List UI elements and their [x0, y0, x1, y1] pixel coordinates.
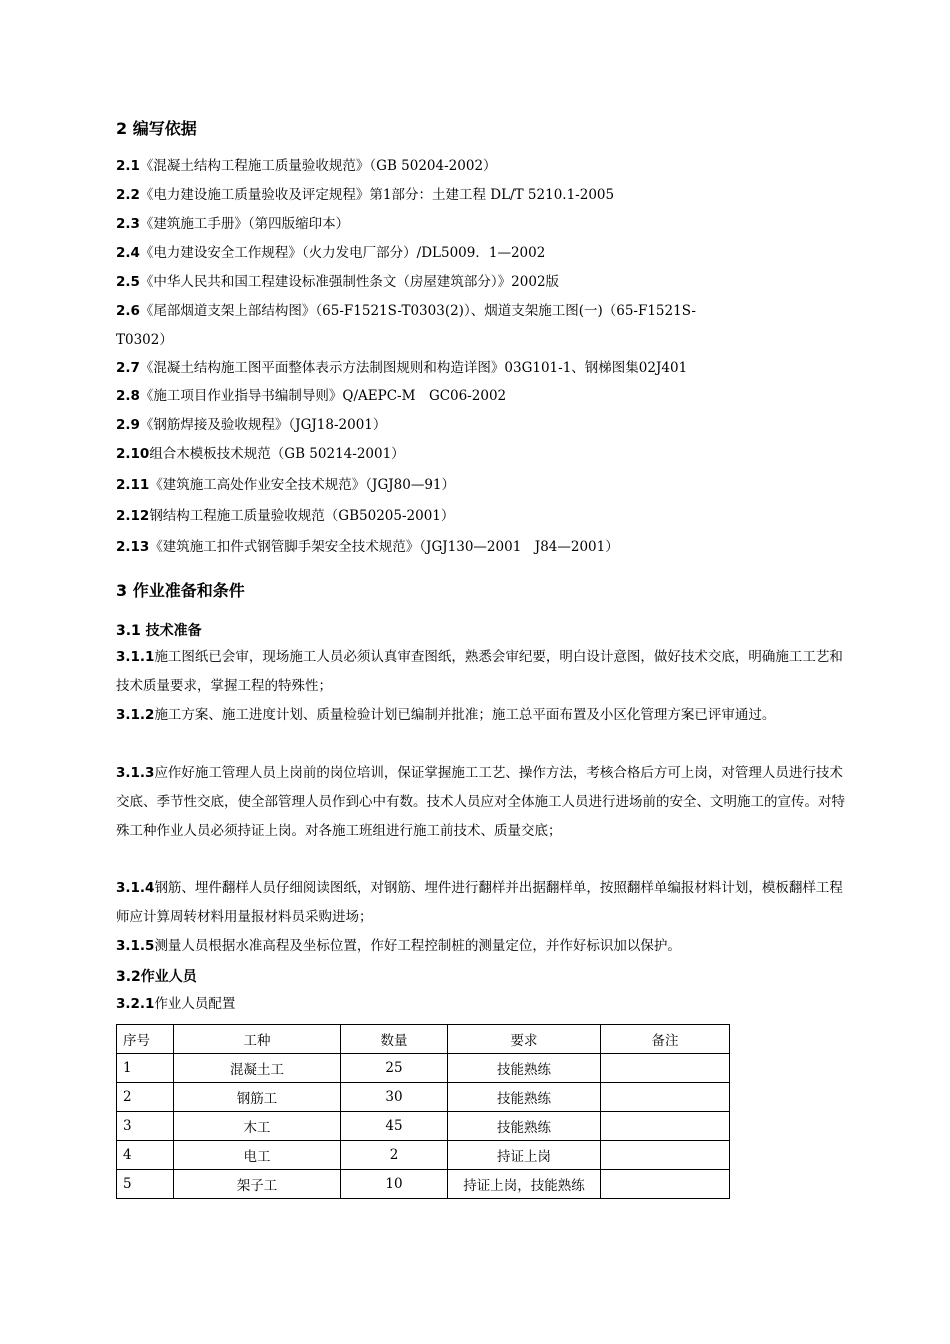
- table-cell: [601, 1112, 730, 1141]
- table-row: [117, 1112, 730, 1141]
- table-cell: 持证上岗: [448, 1141, 601, 1170]
- staff-table: [116, 1024, 730, 1199]
- table-row: [117, 1141, 730, 1170]
- list-item: 2.9《钢筋焊接及验收规程》（JGJ18-2001）: [116, 417, 387, 433]
- table-cell: 电工: [174, 1141, 341, 1170]
- list-item: 2.6《尾部烟道支架上部结构图》（65-F1521S-T0303(2)）、烟道支架施工图(一)（65-F1521S-: [116, 303, 696, 319]
- table-cell: 2: [117, 1083, 174, 1112]
- table-cell: 5: [117, 1170, 174, 1199]
- table-cell: [601, 1083, 730, 1112]
- table-cell: [601, 1170, 730, 1199]
- table-cell: [601, 1054, 730, 1083]
- table-cell: 1: [117, 1054, 174, 1083]
- list-item: 2.11《建筑施工高处作业安全技术规范》（JGJ80—91）: [116, 477, 456, 493]
- table-cell: 架子工: [174, 1170, 341, 1199]
- list-item: 2.8《施工项目作业指导书编制导则》Q/AEPC-M GC06-2002: [116, 388, 507, 404]
- subsection-3-1-heading: 3.1 技术准备: [116, 623, 202, 639]
- paragraph-3-1-5: 3.1.5测量人员根据水准高程及坐标位置，作好工程控制桩的测量定位，并作好标识加以保护。: [116, 938, 681, 954]
- subsection-3-2-1-caption: 3.2.1作业人员配置: [116, 996, 236, 1012]
- list-item: 2.1《混凝土结构工程施工质量验收规范》（GB 50204-2002）: [116, 158, 497, 174]
- table-cell: 3: [117, 1112, 174, 1141]
- table-cell: 技能熟练: [448, 1054, 601, 1083]
- list-item: 2.12钢结构工程施工质量验收规范（GB50205-2001）: [116, 508, 455, 524]
- table-cell: 25: [341, 1054, 448, 1083]
- paragraph-3-1-3: 3.1.3应作好施工管理人员上岗前的岗位培训，保证掌握施工工艺、操作方法，考核合格后方可上岗，对管理人员进行技术交底、季节性交底，使全部管理人员作到心中有数。技术人员应对全体施工人员进行进场前的安全、文明施工的宣传。对特殊工种作业人员必须持证上岗。对各施工班组进行施工前技术、质量交底；: [116, 765, 845, 839]
- section-3-heading: 3 作业准备和条件: [116, 581, 245, 600]
- table-row: [117, 1054, 730, 1083]
- table-cell: 45: [341, 1112, 448, 1141]
- header-cell: 备注: [601, 1025, 730, 1054]
- header-cell: 要求: [448, 1025, 601, 1054]
- header-cell: 序号: [117, 1025, 174, 1054]
- list-item: 2.4《电力建设安全工作规程》（火力发电厂部分）/DL5009．1—2002: [116, 245, 546, 261]
- table-header-row: [117, 1025, 730, 1054]
- table-cell: 持证上岗，技能熟练: [448, 1170, 601, 1199]
- table-row: [117, 1083, 730, 1112]
- table-cell: 木工: [174, 1112, 341, 1141]
- list-item: 2.10组合木模板技术规范（GB 50214-2001）: [116, 446, 405, 462]
- table-cell: 技能熟练: [448, 1083, 601, 1112]
- table-row: [117, 1170, 730, 1199]
- list-item: 2.3《建筑施工手册》（第四版缩印本）: [116, 216, 350, 232]
- table-cell: 30: [341, 1083, 448, 1112]
- list-item: 2.2《电力建设施工质量验收及评定规程》第1部分：土建工程 DL/T 5210.1-2005: [116, 187, 615, 203]
- table-cell: 2: [341, 1141, 448, 1170]
- list-item: 2.13《建筑施工扣件式钢管脚手架安全技术规范》（JGJ130—2001 J84—2001）: [116, 539, 619, 555]
- table-cell: 钢筋工: [174, 1083, 341, 1112]
- paragraph-3-1-2: 3.1.2施工方案、施工进度计划、质量检验计划已编制并批准；施工总平面布置及小区化管理方案已评审通过。: [116, 707, 776, 723]
- paragraph-3-1-1: 3.1.1施工图纸已会审，现场施工人员必须认真审查图纸，熟悉会审纪要，明白设计意图，做好技术交底，明确施工工艺和技术质量要求，掌握工程的特殊性；: [116, 649, 843, 694]
- subsection-3-2-heading: 3.2作业人员: [116, 969, 197, 985]
- list-item: 2.7《混凝土结构施工图平面整体表示方法制图规则和构造详图》03G101-1、钢梯图集02J401: [116, 360, 688, 376]
- table-cell: 混凝土工: [174, 1054, 341, 1083]
- table-cell: [601, 1141, 730, 1170]
- paragraph-3-1-4: 3.1.4钢筋、埋件翻样人员仔细阅读图纸，对钢筋、埋件进行翻样并出据翻样单，按照翻样单编报材料计划，模板翻样工程师应计算周转材料用量报材料员采购进场；: [116, 880, 843, 925]
- table-cell: 10: [341, 1170, 448, 1199]
- table-cell: 4: [117, 1141, 174, 1170]
- header-cell: 工种: [174, 1025, 341, 1054]
- header-cell: 数量: [341, 1025, 448, 1054]
- list-item: 2.5《中华人民共和国工程建设标准强制性条文（房屋建筑部分）》2002版: [116, 274, 560, 290]
- table-cell: 技能熟练: [448, 1112, 601, 1141]
- section-2-heading: 2 编写依据: [116, 119, 197, 138]
- list-item-continuation: T0302）: [116, 332, 173, 348]
